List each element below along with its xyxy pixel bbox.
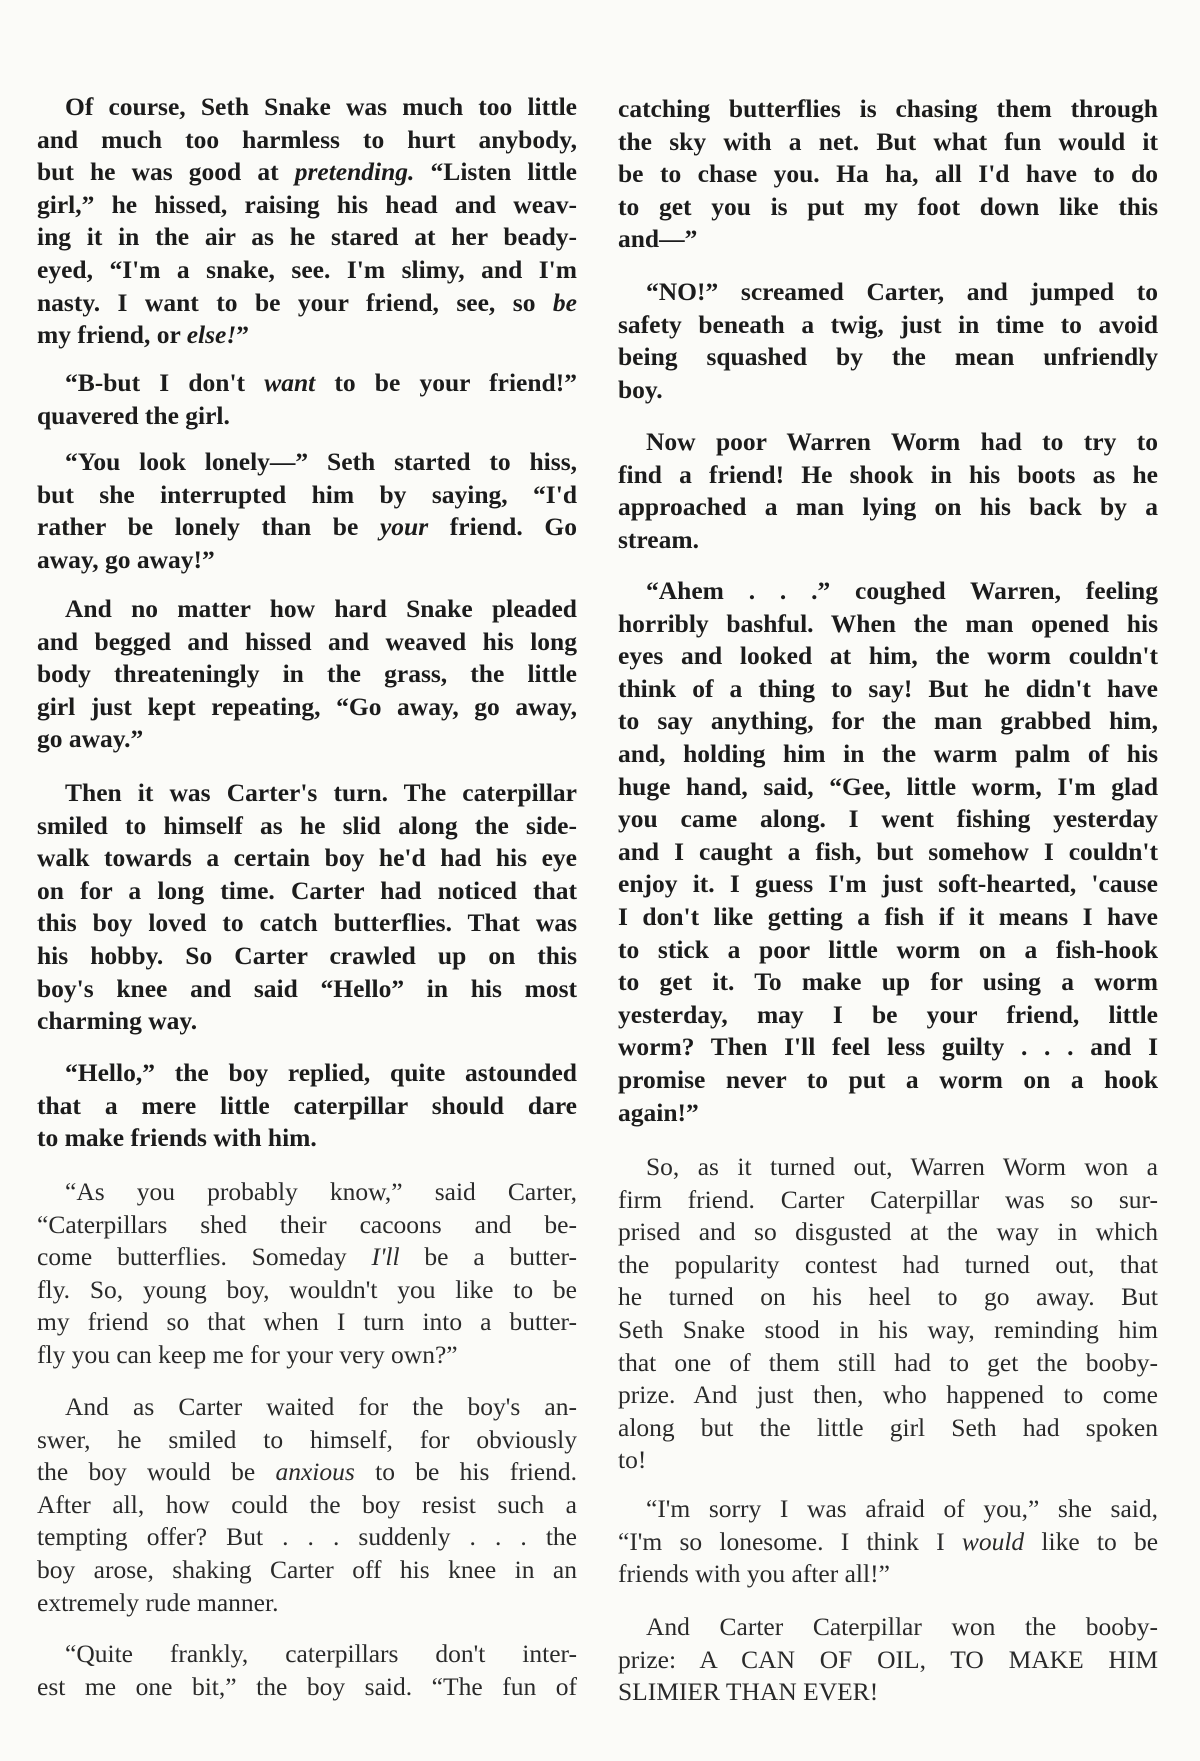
text-line: girl,” he hissed, raising his head and weav- bbox=[37, 189, 577, 219]
text-line: prize. And just then, who happened to come bbox=[618, 1380, 1158, 1410]
text-line: my friend, or else!” bbox=[37, 320, 250, 350]
text-line: “I'm sorry I was afraid of you,” she said, bbox=[646, 1494, 1158, 1523]
text-line: the boy would be anxious to be his friend. bbox=[37, 1457, 577, 1487]
paragraph bbox=[618, 1151, 1158, 1477]
text-line: smiled to himself as he slid along the side- bbox=[37, 810, 577, 840]
text-line: along but the little girl Seth had spoken bbox=[618, 1412, 1158, 1442]
text-line: “NO!” screamed Carter, and jumped to bbox=[646, 277, 1158, 306]
text-line: firm friend. Carter Caterpillar was so sur- bbox=[618, 1184, 1158, 1214]
text-line: charming way. bbox=[37, 1006, 198, 1036]
text-line: fly. So, young boy, wouldn't you like to be bbox=[37, 1274, 577, 1304]
text-line: my friend so that when I turn into a butter- bbox=[37, 1307, 577, 1337]
text-line: “As you probably know,” said Carter, bbox=[65, 1177, 577, 1206]
italic-text: pretending. bbox=[294, 157, 415, 187]
text-line: and, holding him in the warm palm of his bbox=[618, 738, 1158, 768]
text-line: “You look lonely—” Seth started to hiss, bbox=[65, 447, 577, 476]
text-line: that a mere little caterpillar should dare bbox=[37, 1090, 577, 1120]
text-line: I don't like getting a fish if it means I have bbox=[618, 901, 1158, 931]
text-line: to! bbox=[618, 1445, 647, 1475]
text-line: “B-but I don't want to be your friend!” bbox=[65, 368, 577, 397]
italic-text: I'll bbox=[371, 1242, 400, 1272]
text-line: boy's knee and said “Hello” in his most bbox=[37, 973, 577, 1003]
text-line: the sky with a net. But what fun would it bbox=[618, 126, 1158, 156]
text-line: and I caught a fish, but somehow I couldn't bbox=[618, 836, 1158, 866]
text-line: but she interrupted him by saying, “I'd bbox=[37, 479, 577, 509]
text-line: again!” bbox=[618, 1097, 699, 1127]
italic-text: want bbox=[264, 368, 316, 397]
text-line: find a friend! He shook in his boots as he bbox=[618, 459, 1158, 489]
text-line: “Ahem . . .” coughed Warren, feeling bbox=[646, 576, 1158, 605]
text-line: to get it. To make up for using a worm bbox=[618, 967, 1158, 997]
text-line: boy arose, shaking Carter off his knee in an bbox=[37, 1554, 577, 1584]
italic-text: anxious bbox=[275, 1457, 355, 1487]
text-line: huge hand, said, “Gee, little worm, I'm glad bbox=[618, 771, 1158, 801]
text-line: eyes and looked at him, the worm couldn't bbox=[618, 641, 1158, 671]
text-line: he turned on his heel to go away. But bbox=[618, 1282, 1158, 1312]
text-line: And no matter how hard Snake pleaded bbox=[65, 594, 577, 623]
paragraph bbox=[37, 777, 577, 1038]
paragraph bbox=[37, 367, 577, 432]
text-line: est me one bit,” the boy said. “The fun of bbox=[37, 1671, 577, 1701]
italic-text: else! bbox=[186, 320, 237, 350]
text-line: Of course, Seth Snake was much too little bbox=[65, 92, 577, 121]
text-line: promise never to put a worm on a hook bbox=[618, 1064, 1158, 1094]
text-line: extremely rude manner. bbox=[37, 1587, 279, 1617]
paragraph bbox=[37, 91, 577, 352]
text-line: girl just kept repeating, “Go away, go away, bbox=[37, 691, 577, 721]
paragraph bbox=[618, 93, 1158, 256]
text-line: be to chase you. Ha ha, all I'd have to do bbox=[618, 159, 1158, 189]
text-line: and—” bbox=[618, 224, 698, 254]
paragraph bbox=[618, 1493, 1158, 1591]
paragraph bbox=[37, 1057, 577, 1155]
text-line: and much too harmless to hurt anybody, bbox=[37, 124, 577, 154]
text-line: fly you can keep me for your very own?” bbox=[37, 1339, 458, 1369]
text-line: friends with you after all!” bbox=[618, 1559, 890, 1589]
text-line: So, as it turned out, Warren Worm won a bbox=[646, 1152, 1158, 1181]
paragraph bbox=[618, 426, 1158, 556]
text-line: quavered the girl. bbox=[37, 400, 230, 430]
text-line: SLIMIER THAN EVER! bbox=[618, 1677, 879, 1707]
text-line: to get you is put my foot down like this bbox=[618, 191, 1158, 221]
text-line: being squashed by the mean unfriendly bbox=[618, 342, 1158, 372]
paragraph bbox=[37, 1176, 577, 1372]
text-line: that one of them still had to get the booby- bbox=[618, 1347, 1158, 1377]
text-line: And Carter Caterpillar won the booby- bbox=[646, 1612, 1158, 1641]
text-line: his hobby. So Carter crawled up on this bbox=[37, 940, 577, 970]
italic-text: your bbox=[379, 512, 429, 542]
text-line: away, go away!” bbox=[37, 544, 215, 574]
text-line: tempting offer? But . . . suddenly . . . the bbox=[37, 1522, 577, 1552]
text-line: and begged and hissed and weaved his long bbox=[37, 626, 577, 656]
paragraph bbox=[618, 575, 1158, 1129]
text-line: on for a long time. Carter had noticed that bbox=[37, 875, 577, 905]
text-line: And as Carter waited for the boy's an- bbox=[65, 1392, 577, 1421]
text-line: enjoy it. I guess I'm just soft-hearted, 'cause bbox=[618, 869, 1158, 899]
text-line: prised and so disgusted at the way in which bbox=[618, 1217, 1158, 1247]
text-line: “Quite frankly, caterpillars don't inter- bbox=[65, 1639, 577, 1668]
text-line: After all, how could the boy resist such a bbox=[37, 1489, 577, 1519]
italic-text: be bbox=[552, 287, 577, 317]
text-line: prize: A CAN OF OIL, TO MAKE HIM bbox=[618, 1644, 1158, 1674]
text-line: horribly bashful. When the man opened his bbox=[618, 608, 1158, 638]
text-line: catching butterflies is chasing them through bbox=[618, 94, 1158, 123]
text-line: Then it was Carter's turn. The caterpillar bbox=[65, 778, 577, 807]
text-line: to make friends with him. bbox=[37, 1123, 317, 1153]
paragraph bbox=[618, 1611, 1158, 1709]
text-line: rather be lonely than be your friend. Go bbox=[37, 512, 577, 542]
text-line: boy. bbox=[618, 374, 663, 404]
text-line: to say anything, for the man grabbed him, bbox=[618, 706, 1158, 736]
text-line: stream. bbox=[618, 524, 699, 554]
text-line: come butterflies. Someday I'll be a butter- bbox=[37, 1242, 577, 1272]
italic-text: would bbox=[961, 1526, 1025, 1556]
text-line: nasty. I want to be your friend, see, so be bbox=[37, 287, 577, 317]
text-line: worm? Then I'll feel less guilty . . . and I bbox=[618, 1032, 1158, 1062]
paragraph bbox=[37, 593, 577, 756]
text-line: “Caterpillars shed their cacoons and be- bbox=[37, 1209, 577, 1239]
text-line: swer, he smiled to himself, for obviously bbox=[37, 1424, 577, 1454]
text-line: this boy loved to catch butterflies. That was bbox=[37, 908, 577, 938]
text-line: body threateningly in the grass, the little bbox=[37, 659, 577, 689]
text-line: think of a thing to say! But he didn't have bbox=[618, 673, 1158, 703]
paragraph bbox=[618, 276, 1158, 406]
text-line: approached a man lying on his back by a bbox=[618, 492, 1158, 522]
text-line: ing it in the air as he stared at her beady- bbox=[37, 222, 577, 252]
text-line: Seth Snake stood in his way, reminding him bbox=[618, 1314, 1158, 1344]
text-line: go away.” bbox=[37, 724, 144, 754]
text-line: eyed, “I'm a snake, see. I'm slimy, and I'm bbox=[37, 254, 577, 284]
text-line: yesterday, may I be your friend, little bbox=[618, 999, 1158, 1029]
text-line: but he was good at pretending. “Listen little bbox=[37, 157, 577, 187]
text-line: “Hello,” the boy replied, quite astounded bbox=[65, 1058, 577, 1087]
text-line: the popularity contest had turned out, that bbox=[618, 1249, 1158, 1279]
text-line: walk towards a certain boy he'd had his eye bbox=[37, 843, 577, 873]
paragraph bbox=[37, 446, 577, 576]
text-line: to stick a poor little worm on a fish-hook bbox=[618, 934, 1158, 964]
paragraph bbox=[37, 1391, 577, 1619]
text-line: you came along. I went fishing yesterday bbox=[618, 804, 1158, 834]
text-line: safety beneath a twig, just in time to avoid bbox=[618, 309, 1158, 339]
text-line: Now poor Warren Worm had to try to bbox=[646, 427, 1158, 456]
text-line: “I'm so lonesome. I think I would like to be bbox=[618, 1526, 1159, 1556]
paragraph bbox=[37, 1638, 577, 1703]
